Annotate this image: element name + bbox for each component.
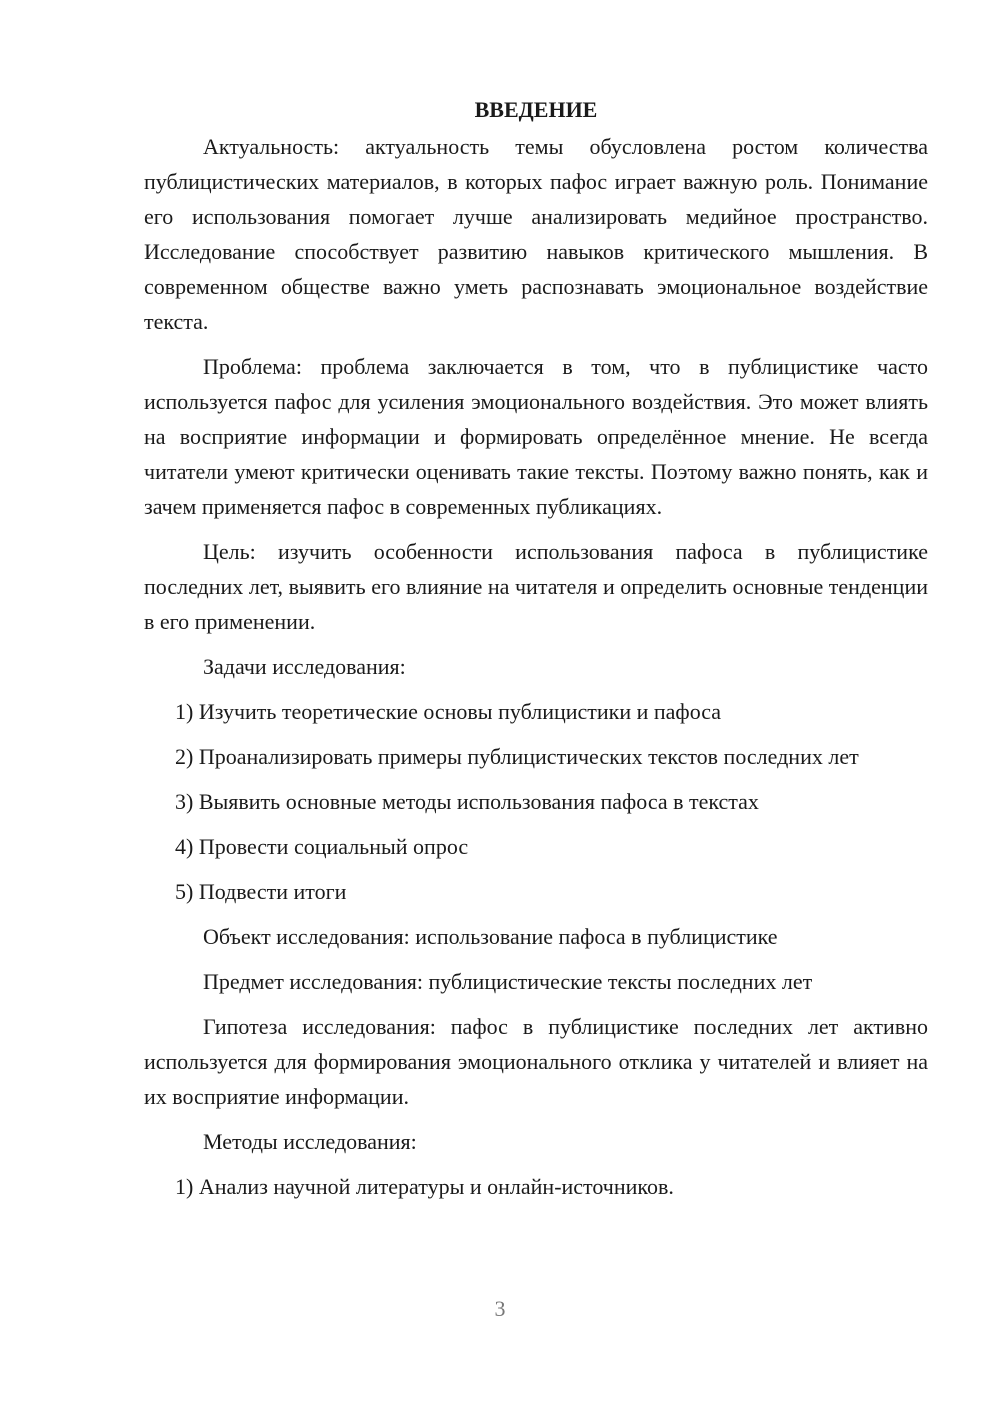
page-number: 3: [494, 1296, 506, 1321]
task-item: 1) Изучить теоретические основы публицистики и пафоса: [175, 699, 722, 724]
problem-paragraph: Проблема: проблема заключается в том, что в публицистике часто используется пафос для усиления эмоционального воздействия. Это может влиять на восприятие информации и формировать определённое мнение. Не всегда читатели умеют критически оценивать такие тексты. Поэтому важно понять, как и зачем применяется пафос в современных публикациях.: [144, 354, 928, 519]
task-item: 5) Подвести итоги: [175, 879, 347, 904]
document-page: [144, 92, 928, 1214]
relevance-paragraph: Актуальность: актуальность темы обусловлена ростом количества публицистических материалов, в которых пафос играет важную роль. Понимание его использования помогает лучше анализировать медийное пространство. Исследование способствует развитию навыков критического мышления. В современном обществе важно уметь распознавать эмоциональное воздействие текста.: [144, 134, 928, 334]
goal-paragraph: Цель: изучить особенности использования пафоса в публицистике последних лет, выявить его влияние на читателя и определить основные тенденции в его применении.: [144, 539, 928, 634]
subject-line: Предмет исследования: публицистические тексты последних лет: [203, 969, 813, 994]
method-item: 1) Анализ научной литературы и онлайн-источников.: [175, 1174, 674, 1199]
tasks-heading: Задачи исследования:: [203, 654, 406, 679]
methods-heading: Методы исследования:: [203, 1129, 417, 1154]
task-item: 3) Выявить основные методы использования пафоса в текстах: [175, 789, 759, 814]
section-title: ВВЕДЕНИЕ: [474, 97, 598, 122]
hypothesis-paragraph: Гипотеза исследования: пафос в публицистике последних лет активно используется для формирования эмоционального отклика у читателей и влияет на их восприятие информации.: [144, 1014, 928, 1109]
object-line: Объект исследования: использование пафоса в публицистике: [203, 924, 778, 949]
task-item: 4) Провести социальный опрос: [175, 834, 469, 859]
task-item: 2) Проанализировать примеры публицистических текстов последних лет: [175, 744, 859, 769]
